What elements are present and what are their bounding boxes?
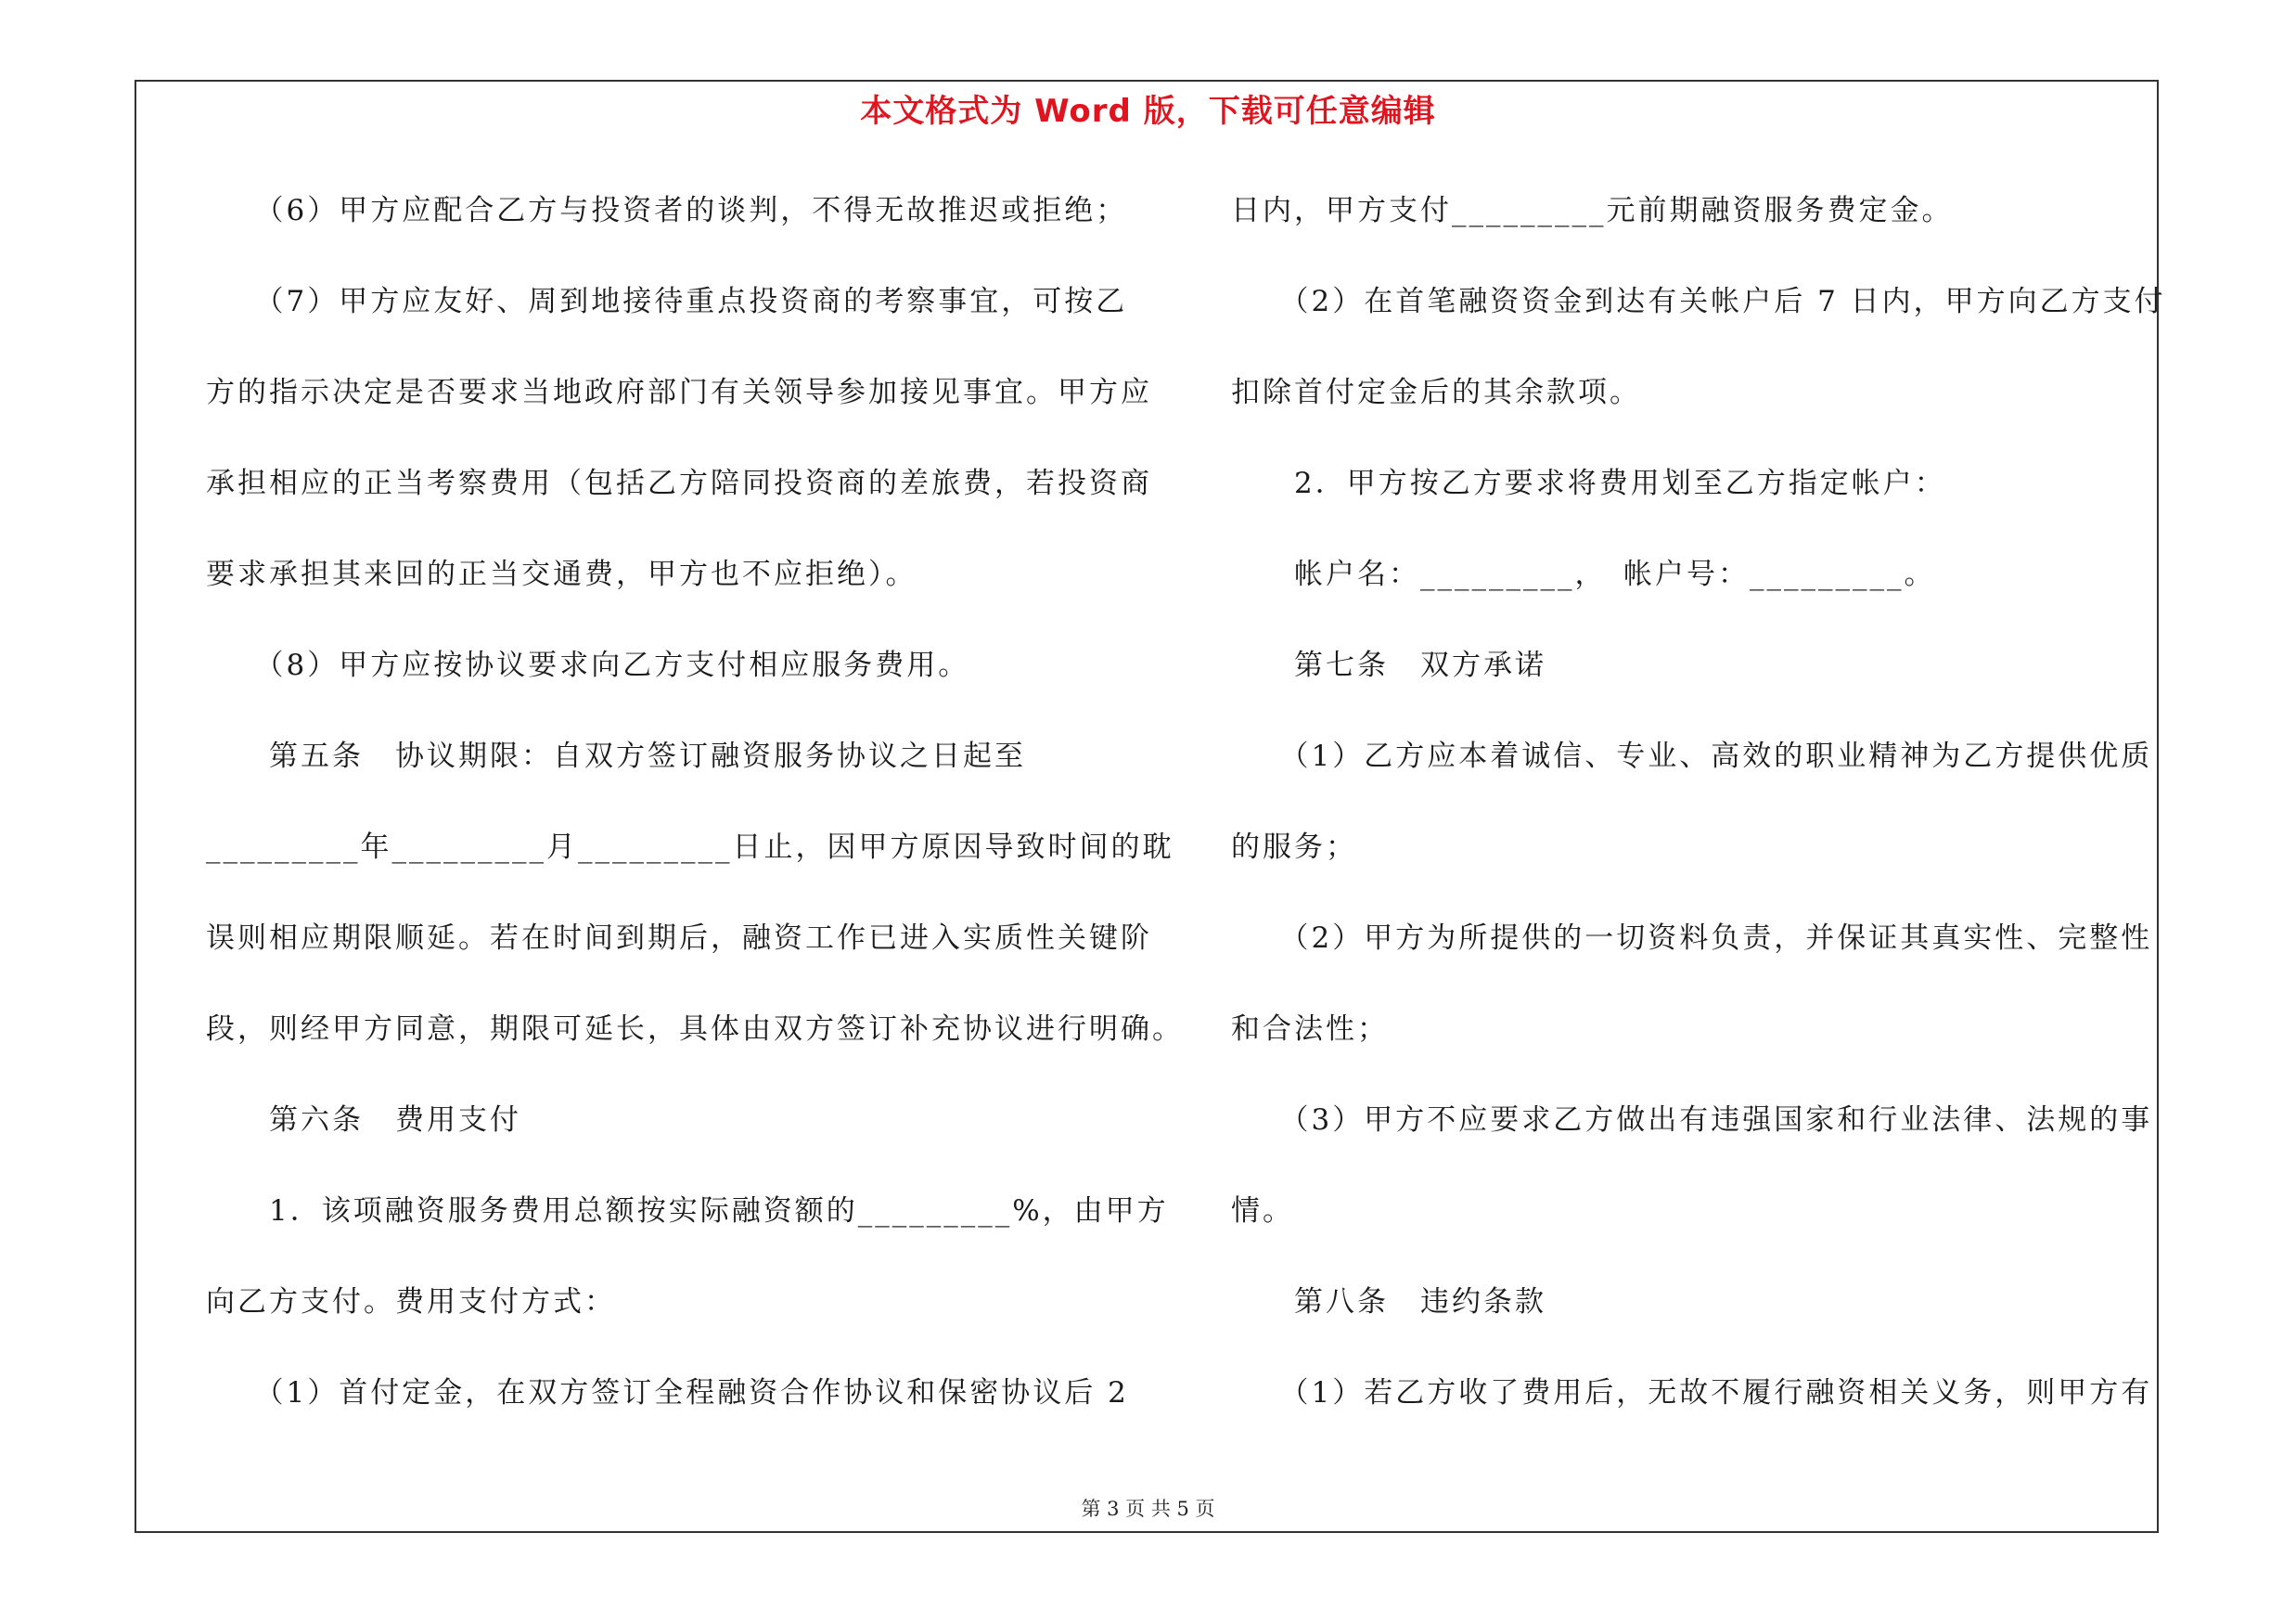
text-line: 情。	[1231, 1194, 1294, 1228]
text-line: 2．甲方按乙方要求将费用划至乙方指定帐户：	[1231, 467, 1946, 500]
text-line: 方的指示决定是否要求当地政府部门有关领导参加接见事宜。甲方应	[206, 376, 1152, 409]
text-line: 第八条 违约条款	[1231, 1285, 1546, 1319]
left-column	[206, 191, 1184, 1464]
text-line: 第五条 协议期限：自双方签订融资服务协议之日起至	[206, 740, 1026, 773]
text-line: （2）甲方为所提供的一切资料负责，并保证其真实性、完整性	[1231, 921, 2153, 955]
text-line: （1）若乙方收了费用后，无故不履行融资相关义务，则甲方有	[1231, 1376, 2153, 1410]
page-number: 第 3 页 共 5 页	[1081, 1498, 1215, 1520]
text-line: （8）甲方应按协议要求向乙方支付相应服务费用。	[206, 649, 970, 682]
text-line: 日内，甲方支付_________元前期融资服务费定金。	[1231, 194, 1954, 227]
text-line: （1）首付定金，在双方签订全程融资合作协议和保密协议后 2	[206, 1376, 1129, 1410]
text-line: 1．该项融资服务费用总额按实际融资额的_________%，由甲方	[206, 1194, 1169, 1228]
text-line: 误则相应期限顺延。若在时间到期后，融资工作已进入实质性关键阶	[206, 921, 1152, 955]
text-line: 帐户名：_________， 帐户号：_________。	[1231, 558, 1936, 591]
text-line: 要求承担其来回的正当交通费，甲方也不应拒绝）。	[206, 558, 917, 591]
text-line: （3）甲方不应要求乙方做出有违强国家和行业法律、法规的事	[1231, 1103, 2153, 1137]
text-line: （6）甲方应配合乙方与投资者的谈判，不得无故推迟或拒绝；	[206, 194, 1128, 227]
text-line: 段，则经甲方同意，期限可延长，具体由双方签订补充协议进行明确。	[206, 1012, 1184, 1046]
text-line: 扣除首付定金后的其余款项。	[1231, 376, 1641, 409]
format-banner: 本文格式为 Word 版，下载可任意编辑	[860, 93, 1436, 130]
text-line: 和合法性；	[1231, 1012, 1389, 1046]
text-line: 第七条 双方承诺	[1231, 649, 1546, 682]
text-line: （7）甲方应友好、周到地接待重点投资商的考察事宜，可按乙	[206, 285, 1128, 318]
text-line: （1）乙方应本着诚信、专业、高效的职业精神为乙方提供优质	[1231, 740, 2153, 773]
text-line: 承担相应的正当考察费用（包括乙方陪同投资商的差旅费，若投资商	[206, 467, 1152, 500]
text-line: （2）在首笔融资资金到达有关帐户后 7 日内，甲方向乙方支付	[1231, 285, 2166, 318]
text-line: 向乙方支付。费用支付方式：	[206, 1285, 616, 1319]
text-line: _________年_________月_________日止，因甲方原因导致时间的耽	[206, 831, 1174, 864]
text-line: 第六条 费用支付	[206, 1103, 521, 1137]
right-column	[1231, 191, 2166, 1464]
text-line: 的服务；	[1231, 831, 1357, 864]
